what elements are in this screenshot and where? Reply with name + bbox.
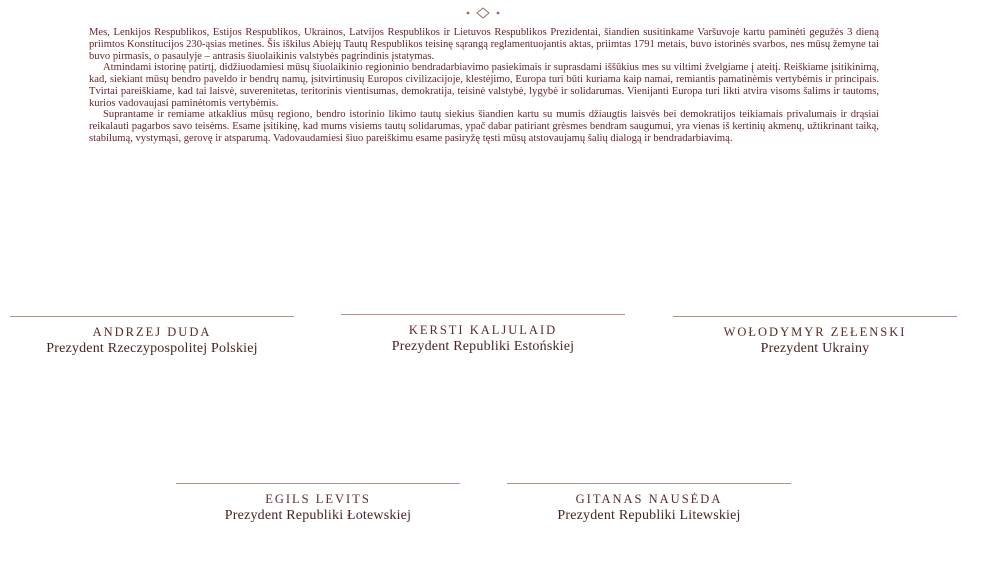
signatory-name: GITANAS NAUSĖDA [575,492,723,506]
signature-line [341,314,625,315]
paragraph-2: Atmindami istorinę patirtį, didžiuodamiesi mūsų šiuolaikinio regioninio bendradarbiavimo pasiekimais ir suprasdami iššūkius mes su viltimi žvelgiame į ateitį. Reiškiame įsitikinimą, kad, siekiant mūsų bendro paveldo ir bendrų namų, įsitvirtinusių Europos civilizacijoje, klestėjimo, Europa turi būti kuriama kaip namai, remiantis pamatinėmis vertybėmis ir principais. Tvirtai pareiškiame, kad tai laisvė, suverenitetas, teritorinis vientisumas, demokratija, teisinė valstybė, lygybė ir solidarumas. Vienijanti Europa turi likti atvira visoms šalims ir tautoms, kurios vadovaujasi paminėtomis vertybėmis. [89,62,879,109]
signatory-name: WOŁODYMYR ZEŁENSKI [723,325,907,339]
signatory-title: Prezydent Rzeczypospolitej Polskiej [46,341,258,356]
paragraph-3: Suprantame ir remiame atkaklius mūsų regiono, bendro istorinio likimo tautų siekius šiandien kartu su mumis džiaugtis laisvės bei demokratijos teikiamais privalumais ir drąsiai reikalauti pagarbos savo teisėms. Esame įsitikinę, kad mums visiems tautų solidarumas, ypač dabar patiriant grėsmes bendram saugumui, yra vienas iš kertinių akmenų, užtikrinant taiką, stabilumą, vystymąsi, gerovę ir atsparumą. Vadovaudamiesi šiuo pareiškimu esame pasiryžę tęsti mūsų atstovaujamų šalių dialogą ir bendradarbiavimą. [89,109,879,144]
signature-line [673,316,957,317]
signature-line [176,483,460,484]
diamond-dots-ornament-icon [463,6,503,20]
signature-block-kaljulaid [341,314,625,356]
declaration-text [89,27,879,145]
signatory-title: Prezydent Ukrainy [760,341,870,356]
signatory-title: Prezydent Republiki Litewskiej [557,508,741,523]
signature-block-duda [10,316,294,358]
signatory-name: ANDRZEJ DUDA [92,325,212,339]
signature-block-levits [176,483,460,525]
signatory-title: Prezydent Republiki Estońskiej [391,339,575,354]
signature-line [507,483,791,484]
signatory-name: EGILS LEVITS [265,492,371,506]
signatory-title: Prezydent Republiki Łotewskiej [224,508,412,523]
signature-block-nauseda [507,483,791,525]
signature-block-zelenski [673,316,957,358]
paragraph-1: Mes, Lenkijos Respublikos, Estijos Respublikos, Ukrainos, Latvijos Respublikos ir Lietuvos Respublikos Prezidentai, šiandien susitinkame Varšuvoje kartu paminėti gegužės 3 dieną priimtos Konstitucijos 230-ąsias metines. Šis iškilus Abiejų Tautų Respublikos teisinę sąrangą reglamentuojantis aktas, priimtas 1791 metais, buvo istorinės svarbos, nes mūsų žemyne tai buvo pirmasis, o pasaulyje – antrasis šiuolaikinis valstybės pagrindinis įstatymas. [89,27,879,62]
signatory-name: KERSTI KALJULAID [408,323,558,337]
signature-line [10,316,294,317]
